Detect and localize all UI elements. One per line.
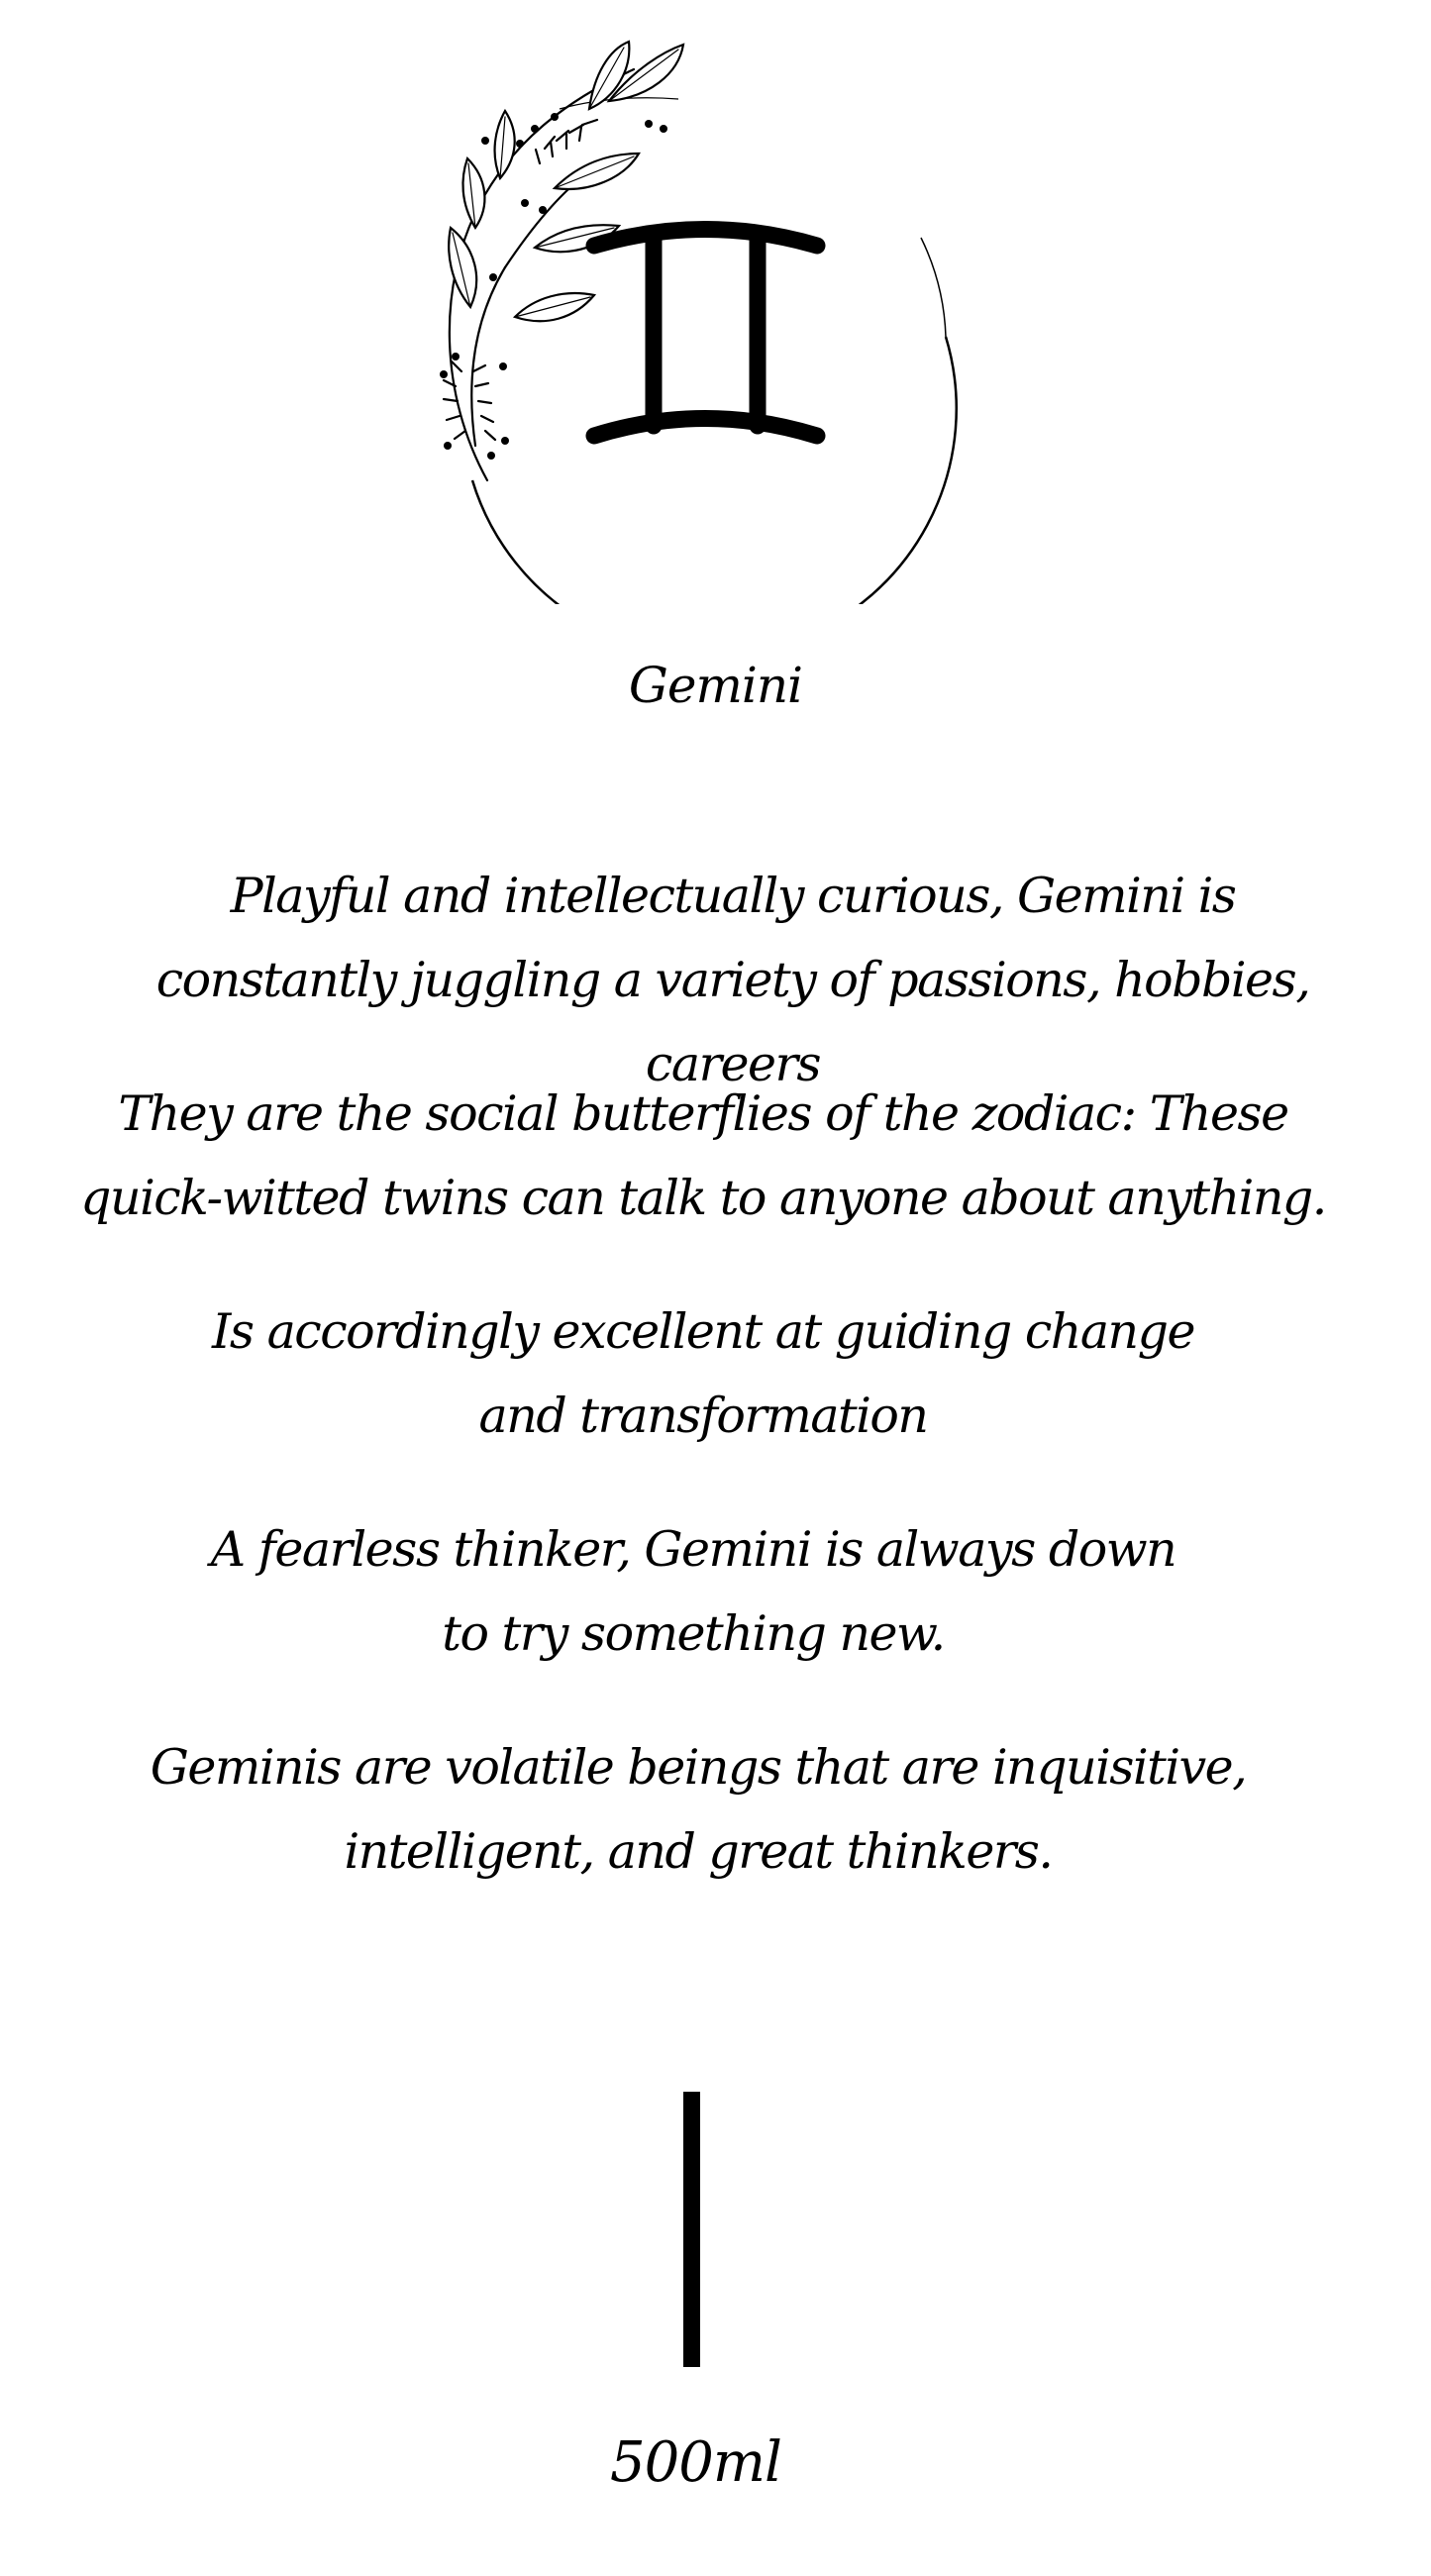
- volume-label: 500ml: [610, 2430, 781, 2495]
- vertical-divider: [683, 2092, 700, 2367]
- gemini-emblem: [396, 30, 961, 604]
- description-paragraph-3: Is accordingly excellent at guiding change and transformation: [212, 1303, 1194, 1444]
- description-paragraph-2: They are the social butterflies of the zodiac: These quick-witted twins can talk to anyone about anything.: [80, 1085, 1326, 1226]
- description-paragraph-1: Playful and intellectually curious, Gemini is constantly juggling a variety of passions, hobbies, careers: [155, 868, 1310, 1092]
- description-paragraph-4: A fearless thinker, Gemini is always down to try something new.: [210, 1521, 1176, 1662]
- description-paragraph-5: Geminis are volatile beings that are inquisitive, intelligent, and great thinkers.: [150, 1739, 1247, 1880]
- circle-arc-icon: [472, 98, 957, 604]
- gemini-zodiac-symbol-icon: [594, 230, 817, 437]
- sign-title: Gemini: [628, 657, 803, 714]
